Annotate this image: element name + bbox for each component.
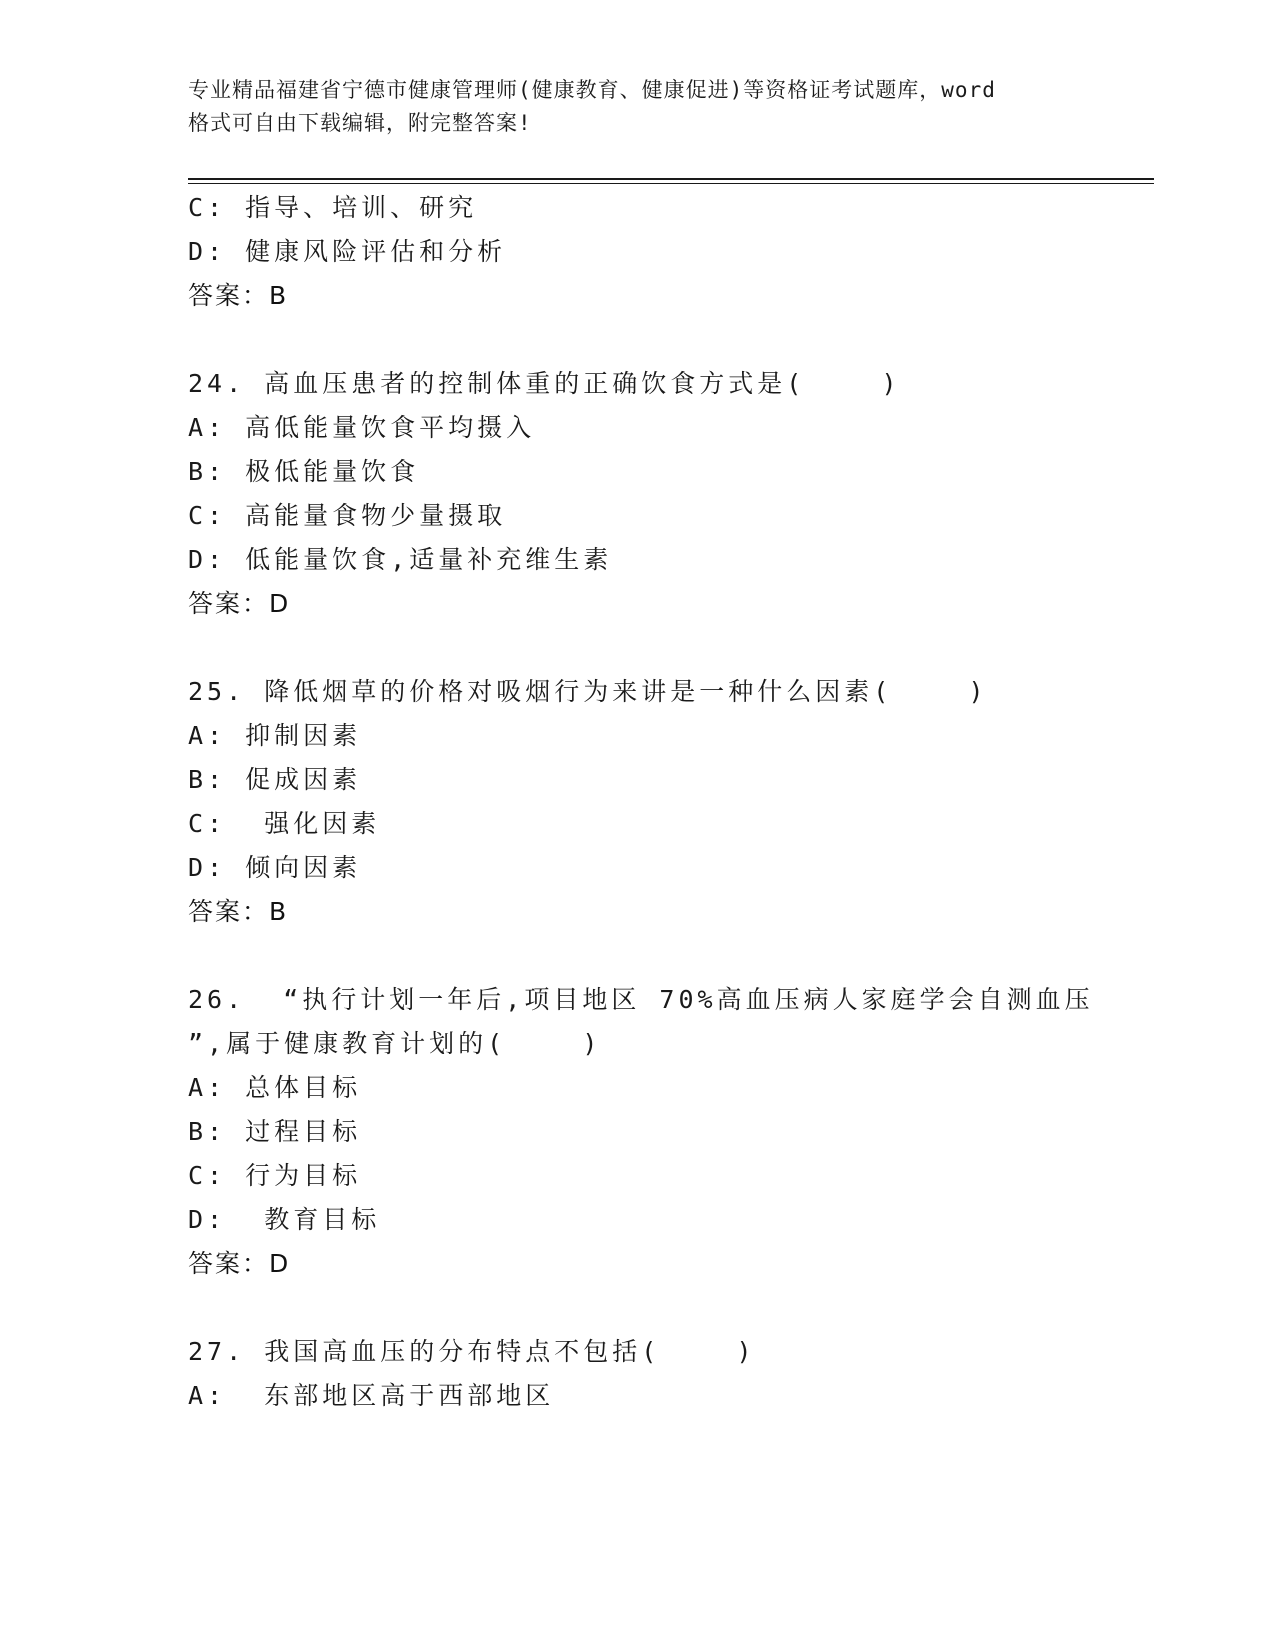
page-header (188, 74, 1088, 140)
q24-question: 24. 高血压患者的控制体重的正确饮食方式是( ) (188, 369, 901, 398)
q25-option-a: A: 抑制因素 (188, 721, 362, 750)
q26-answer: 答案：D (188, 1249, 291, 1278)
q26-question-line-2: ”,属于健康教育计划的( ) (188, 1029, 602, 1058)
q24-option-c: C: 高能量食物少量摄取 (188, 501, 507, 530)
q25-option-b: B: 促成因素 (188, 765, 362, 794)
header-line-1: 专业精品福建省宁德市健康管理师(健康教育、健康促进)等资格证考试题库，word (188, 78, 996, 102)
q26-question-line-1: 26. “执行计划一年后,项目地区 70%高血压病人家庭学会自测血压 (188, 985, 1094, 1014)
q27-question: 27. 我国高血压的分布特点不包括( ) (188, 1337, 756, 1366)
q25-question: 25. 降低烟草的价格对吸烟行为来讲是一种什么因素( ) (188, 677, 988, 706)
q23-option-c: C: 指导、培训、研究 (188, 193, 478, 222)
header-divider-thick (188, 178, 1154, 180)
q26-option-a: A: 总体目标 (188, 1073, 362, 1102)
q26-option-b: B: 过程目标 (188, 1117, 362, 1146)
q23-option-d: D: 健康风险评估和分析 (188, 237, 507, 266)
q24-option-a: A: 高低能量饮食平均摄入 (188, 413, 536, 442)
q23-answer: 答案：B (188, 281, 289, 310)
header-line-2: 格式可自由下载编辑，附完整答案! (188, 111, 532, 135)
q26-option-c: C: 行为目标 (188, 1161, 362, 1190)
q24-answer: 答案：D (188, 589, 291, 618)
q27-option-a: A: 东部地区高于西部地区 (188, 1381, 555, 1410)
q24-option-b: B: 极低能量饮食 (188, 457, 420, 486)
q26-option-d: D: 教育目标 (188, 1205, 381, 1234)
q25-option-d: D: 倾向因素 (188, 853, 362, 882)
header-divider-thin (188, 183, 1154, 184)
q25-option-c: C: 强化因素 (188, 809, 381, 838)
q25-answer: 答案：B (188, 897, 289, 926)
q24-option-d: D: 低能量饮食,适量补充维生素 (188, 545, 613, 574)
